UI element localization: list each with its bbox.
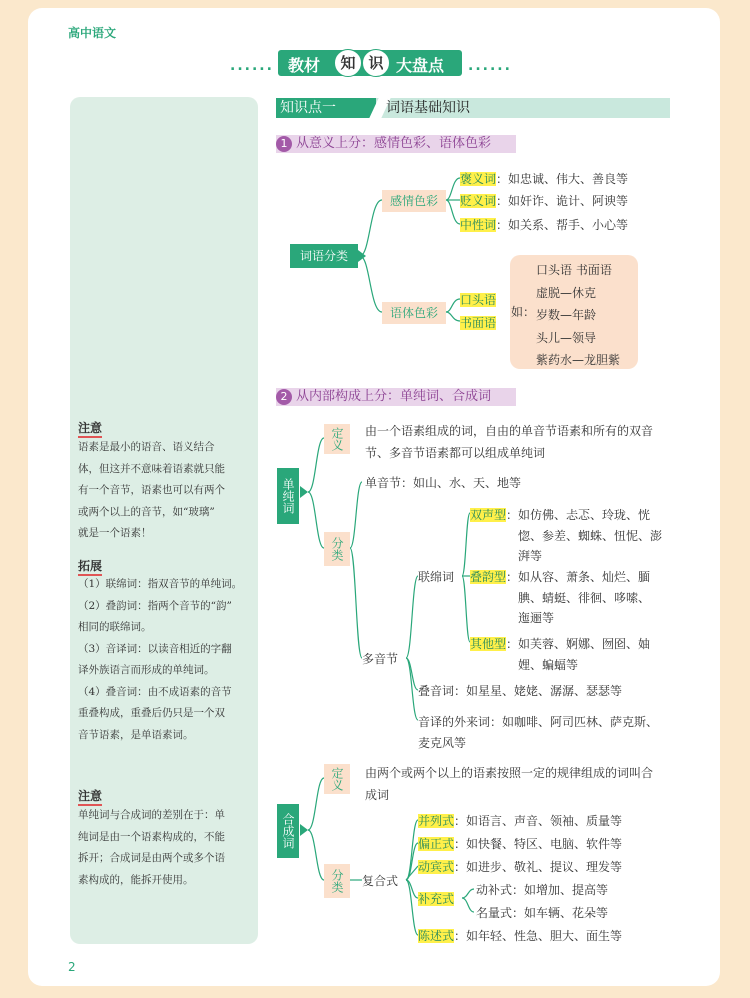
simple-word-box: 单纯词 [277,468,299,524]
root-word-classification: 词语分类 [290,244,358,268]
simple-def-text: 由一个语素组成的词，自由的单音节语素和所有的双音 节、多音节语素都可以组成单纯词 [365,424,654,460]
section2-title: 2 从内部构成上分：单纯词、合成词 [276,388,516,406]
subject-predicate-line: 陈述式：如年轻、性急、胆大、面生等 [418,929,623,943]
emotion-color-box: 感情色彩 [382,190,446,212]
banner-text-2: 大盘点 [396,56,445,75]
written-tag: 书面语 [460,316,497,330]
class-box-2: 分类 [324,864,350,898]
banner-text-1: 教材 [288,56,321,75]
compound-word-box: 合成词 [277,804,299,858]
banner-dots-left: ...... [230,58,274,74]
compound-form-label: 复合式 [362,874,399,888]
kp-title: 词语基础知识 [386,100,470,116]
ext-body: （1）联绵词：指双音节的单纯词。 （2）叠韵词：指两个音节的“韵” 相同的联绵词。 （3）音译词：以读音相近的字翻 译外族语言而形成的单纯词。 （4）叠音词：由不成语素的音节 重叠构成，重叠后仍只是一个双 音节语素，是单语素词。 [78,578,243,741]
other-type-line: 其他型：如芙蓉、婀娜、囫囵、妯 娌、蝙蝠等 [470,637,651,672]
note1-title: 注意 [78,419,102,438]
def-box-2: 定义 [324,764,350,794]
compound-def-text: 由两个或两个以上的语素按照一定的规律组成的词叫合 成词 [365,766,654,802]
book-title: 高中语文 [68,26,117,40]
banner-circle-2: 识 [362,49,390,77]
monosyllable-line: 单音节：如山、水、天、地等 [365,476,522,490]
kp-label: 知识点一 [276,98,376,118]
pair-list: 口头语 书面语 虚脱—休克 岁数—年龄 头儿—领导 紫药水—龙胆紫 [536,263,621,367]
page-number: 2 [68,960,76,974]
ext-title: 拓展 [78,557,102,576]
shuangsheng-line: 双声型：如仿佛、忐忑、玲珑、恍 惚、参差、蜘蛛、忸怩、澎 湃等 [470,508,663,563]
polysyllable-label: 多音节 [362,652,399,666]
loanword-line: 音译的外来词：如咖啡、阿司匹林、萨克斯、 麦克风等 [418,715,659,750]
def-box-1: 定义 [324,424,350,454]
neutral-line: 中性词：如关系、帮手、小心等 [460,218,629,232]
modifier-line: 偏正式：如快餐、特区、电脑、软件等 [418,837,623,851]
derogatory-line: 贬义词：如奸诈、诡计、阿谀等 [460,194,629,208]
section1-title: 1 从意义上分：感情色彩、语体色彩 [276,135,516,153]
verb-complement-line: 动补式：如增加、提高等 [476,883,609,897]
style-color-box: 语体色彩 [382,302,446,324]
coordinate-line: 并列式：如语言、声音、领袖、质量等 [418,814,623,828]
banner-dots-right: ...... [468,58,512,74]
verb-object-line: 动宾式：如进步、敬礼、提议、理发等 [418,860,623,874]
note1-body: 语素是最小的语音、语义结合 体，但这并不意味着语素就只能 有一个音节，语素也可以有两个 或两个以上的音节，如“玻璃” 就是一个语素！ [78,441,225,539]
colloquial-tag: 口头语 [460,293,497,307]
note2-title: 注意 [78,787,102,806]
complement-line: 补充式 [418,892,455,906]
commendatory-line: 褒义词：如忠诚、伟大、善良等 [460,172,629,186]
banner-circle-1: 知 [334,49,362,77]
class-box-1: 分类 [324,532,350,566]
lianmian-label: 联绵词 [418,570,455,584]
ru-label: 如： [511,305,536,319]
reduplicated-line: 叠音词：如星星、姥姥、潺潺、瑟瑟等 [418,684,623,698]
noun-measure-line: 名量式：如车辆、花朵等 [476,906,609,920]
note2-body: 单纯词与合成词的差别在于：单 纯词是由一个语素构成的，不能 拆开；合成词是由两个或多个语 素构成的，能拆开使用。 [78,809,225,886]
dieyun-line: 叠韵型：如从容、萧条、灿烂、腼 腆、蜻蜓、徘徊、哆嗦、 迤逦等 [470,570,651,625]
